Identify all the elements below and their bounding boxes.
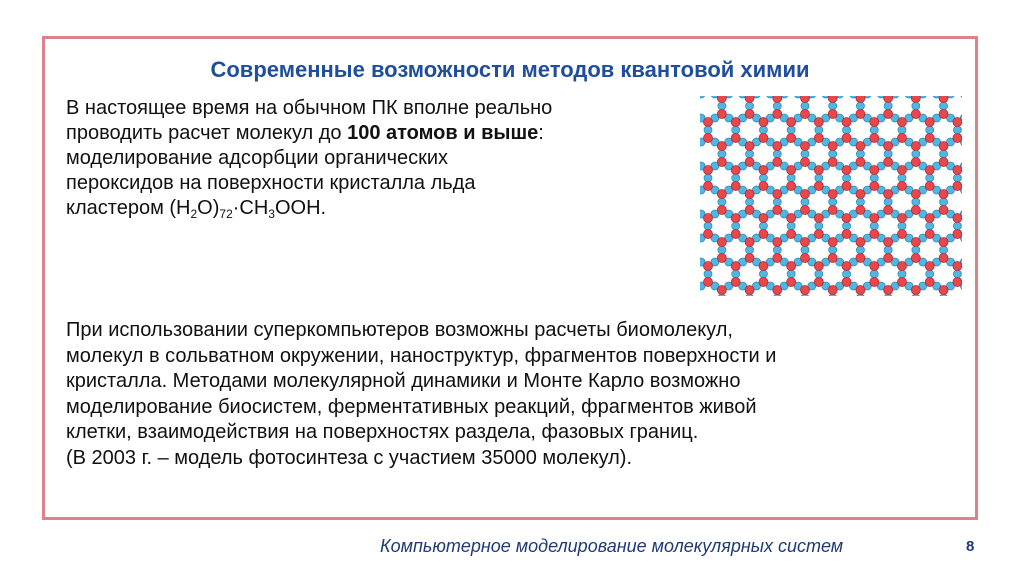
hydrogen-atom — [732, 174, 740, 182]
oxygen-atom — [828, 206, 837, 215]
hydrogen-atom — [759, 222, 767, 230]
hydrogen-atom — [787, 270, 795, 278]
hydrogen-atom — [773, 246, 781, 254]
hydrogen-atom — [704, 174, 712, 182]
oxygen-atom — [911, 158, 920, 167]
hydrogen-atom — [801, 198, 809, 206]
oxygen-atom — [884, 238, 893, 247]
oxygen-atom — [897, 230, 906, 239]
oxygen-atom — [773, 238, 782, 247]
hydrogen-atom — [746, 198, 754, 206]
oxygen-atom — [745, 254, 754, 263]
hydrogen-atom — [953, 174, 961, 182]
oxygen-atom — [704, 214, 713, 223]
oxygen-atom — [828, 286, 837, 295]
oxygen-atom — [773, 96, 782, 103]
oxygen-atom — [731, 214, 740, 223]
oxygen-atom — [856, 238, 865, 247]
para2-line: клетки, взаимодействия на поверхностях раздела, фазовых границ. — [66, 421, 699, 443]
oxygen-atom — [828, 254, 837, 263]
hydrogen-atom — [926, 270, 934, 278]
hydrogen-atom — [787, 126, 795, 134]
oxygen-atom — [745, 190, 754, 199]
hydrogen-atom — [829, 102, 837, 110]
oxygen-atom — [856, 206, 865, 215]
oxygen-atom — [717, 158, 726, 167]
oxygen-atom — [717, 110, 726, 119]
hydrogen-atom — [815, 126, 823, 134]
oxygen-atom — [773, 110, 782, 119]
oxygen-atom — [939, 286, 948, 295]
oxygen-atom — [800, 254, 809, 263]
hydrogen-atom — [843, 174, 851, 182]
hydrogen-atom — [787, 174, 795, 182]
ice-crystal-lattice-image — [700, 96, 962, 296]
oxygen-atom — [856, 286, 865, 295]
hydrogen-atom — [856, 246, 864, 254]
paragraph-pc-calculations — [66, 96, 706, 221]
oxygen-atom — [953, 214, 962, 223]
oxygen-atom — [953, 134, 962, 143]
oxygen-atom — [911, 206, 920, 215]
hydrogen-atom — [870, 270, 878, 278]
slide-title: Современные возможности методов квантовой химии — [210, 57, 810, 82]
oxygen-atom — [870, 278, 879, 287]
oxygen-atom — [759, 262, 768, 271]
hydrogen-atom — [940, 102, 948, 110]
oxygen-atom — [897, 262, 906, 271]
oxygen-atom — [731, 166, 740, 175]
oxygen-atom — [925, 230, 934, 239]
oxygen-atom — [814, 262, 823, 271]
oxygen-atom — [800, 206, 809, 215]
oxygen-atom — [897, 118, 906, 127]
oxygen-atom — [842, 214, 851, 223]
oxygen-atom — [814, 182, 823, 191]
hydrogen-atom — [732, 126, 740, 134]
hydrogen-atom — [960, 96, 962, 98]
oxygen-atom — [939, 142, 948, 151]
oxygen-atom — [925, 262, 934, 271]
oxygen-atom — [842, 182, 851, 191]
hydrogen-atom — [953, 270, 961, 278]
oxygen-atom — [787, 118, 796, 127]
oxygen-atom — [787, 278, 796, 287]
para2-line: (В 2003 г. – модель фотосинтеза с участием 35000 молекул). — [66, 446, 633, 469]
oxygen-atom — [814, 278, 823, 287]
hydrogen-atom — [926, 174, 934, 182]
hydrogen-atom — [884, 150, 892, 158]
oxygen-atom — [759, 278, 768, 287]
oxygen-atom — [939, 96, 948, 103]
oxygen-atom — [870, 166, 879, 175]
oxygen-atom — [787, 262, 796, 271]
oxygen-atom — [870, 214, 879, 223]
hydrogen-atom — [787, 222, 795, 230]
oxygen-atom — [745, 206, 754, 215]
oxygen-atom — [773, 190, 782, 199]
para1-line2: проводить расчет молекул до 100 атомов и выше: — [66, 122, 544, 144]
oxygen-atom — [704, 230, 713, 239]
oxygen-atom — [717, 190, 726, 199]
footer-course-title: Компьютерное моделирование молекулярных систем — [380, 536, 844, 556]
oxygen-atom — [884, 190, 893, 199]
oxygen-atom — [759, 214, 768, 223]
oxygen-atom — [939, 190, 948, 199]
hydrogen-atom — [746, 246, 754, 254]
oxygen-atom — [856, 190, 865, 199]
hydrogen-atom — [912, 198, 920, 206]
hydrogen-atom — [829, 246, 837, 254]
oxygen-atom — [717, 238, 726, 247]
oxygen-atom — [704, 166, 713, 175]
oxygen-atom — [856, 142, 865, 151]
oxygen-atom — [842, 230, 851, 239]
oxygen-atom — [897, 182, 906, 191]
oxygen-atom — [828, 238, 837, 247]
oxygen-atom — [925, 214, 934, 223]
oxygen-atom — [814, 118, 823, 127]
oxygen-atom — [925, 278, 934, 287]
paragraph-supercomputers — [66, 318, 970, 471]
hydrogen-atom — [926, 222, 934, 230]
oxygen-atom — [828, 158, 837, 167]
hydrogen-atom — [940, 198, 948, 206]
oxygen-atom — [800, 286, 809, 295]
oxygen-atom — [939, 206, 948, 215]
page-number: 8 — [966, 538, 975, 555]
oxygen-atom — [800, 142, 809, 151]
oxygen-atom — [787, 182, 796, 191]
hydrogen-atom — [704, 270, 712, 278]
oxygen-atom — [897, 214, 906, 223]
oxygen-atom — [897, 166, 906, 175]
oxygen-atom — [731, 134, 740, 143]
oxygen-atom — [773, 142, 782, 151]
oxygen-atom — [731, 118, 740, 127]
oxygen-atom — [745, 96, 754, 103]
hydrogen-atom — [829, 198, 837, 206]
oxygen-atom — [717, 142, 726, 151]
hydrogen-atom — [843, 126, 851, 134]
hydrogen-atom — [700, 96, 705, 98]
oxygen-atom — [787, 214, 796, 223]
oxygen-atom — [925, 118, 934, 127]
oxygen-atom — [884, 158, 893, 167]
oxygen-atom — [828, 96, 837, 103]
oxygen-atom — [870, 118, 879, 127]
hydrogen-atom — [704, 126, 712, 134]
hydrogen-atom — [926, 126, 934, 134]
oxygen-atom — [884, 142, 893, 151]
oxygen-atom — [731, 278, 740, 287]
hydrogen-atom — [898, 270, 906, 278]
para2-line: При использовании суперкомпьютеров возможны расчеты биомолекул, — [66, 319, 733, 341]
hydrogen-atom — [898, 222, 906, 230]
oxygen-atom — [842, 118, 851, 127]
hydrogen-atom — [898, 174, 906, 182]
oxygen-atom — [842, 278, 851, 287]
para1-line5-formula: кластером $(H_2O)_{72}\cdot CH_3OOH$. — [66, 197, 327, 221]
oxygen-atom — [953, 166, 962, 175]
oxygen-atom — [704, 134, 713, 143]
para1-line1: В настоящее время на обычном ПК вполне реально — [66, 97, 553, 119]
hydrogen-atom — [773, 102, 781, 110]
para2-line: кристалла. Методами молекулярной динамики и Монте Карло возможно — [66, 370, 741, 392]
hydrogen-atom — [732, 270, 740, 278]
hydrogen-atom — [829, 150, 837, 158]
oxygen-atom — [953, 182, 962, 191]
hydrogen-atom — [870, 222, 878, 230]
hydrogen-atom — [815, 222, 823, 230]
para2-line: моделирование биосистем, ферментативных реакций, фрагментов живой — [66, 395, 757, 418]
hydrogen-atom — [718, 198, 726, 206]
hydrogen-atom — [856, 102, 864, 110]
hydrogen-atom — [912, 102, 920, 110]
oxygen-atom — [828, 190, 837, 199]
oxygen-atom — [787, 166, 796, 175]
oxygen-atom — [870, 262, 879, 271]
oxygen-atom — [814, 166, 823, 175]
hydrogen-atom — [801, 150, 809, 158]
oxygen-atom — [731, 230, 740, 239]
para1-line3: моделирование адсорбции органических — [66, 147, 449, 169]
hydrogen-atom — [953, 126, 961, 134]
oxygen-atom — [814, 230, 823, 239]
oxygen-atom — [787, 230, 796, 239]
oxygen-atom — [814, 134, 823, 143]
oxygen-atom — [939, 238, 948, 247]
oxygen-atom — [745, 142, 754, 151]
hydrogen-atom — [801, 246, 809, 254]
oxygen-atom — [953, 118, 962, 127]
hydrogen-atom — [940, 246, 948, 254]
oxygen-atom — [704, 118, 713, 127]
hydrogen-atom — [718, 150, 726, 158]
oxygen-atom — [814, 214, 823, 223]
oxygen-atom — [800, 96, 809, 103]
hydrogen-atom — [843, 222, 851, 230]
oxygen-atom — [925, 134, 934, 143]
oxygen-atom — [884, 254, 893, 263]
oxygen-atom — [731, 182, 740, 191]
oxygen-atom — [911, 254, 920, 263]
oxygen-atom — [800, 190, 809, 199]
hydrogen-atom — [801, 102, 809, 110]
oxygen-atom — [800, 238, 809, 247]
oxygen-atom — [939, 254, 948, 263]
oxygen-atom — [759, 134, 768, 143]
oxygen-atom — [759, 166, 768, 175]
oxygen-atom — [717, 286, 726, 295]
oxygen-atom — [953, 278, 962, 287]
oxygen-atom — [953, 230, 962, 239]
oxygen-atom — [884, 96, 893, 103]
oxygen-atom — [856, 158, 865, 167]
hydrogen-atom — [898, 126, 906, 134]
hydrogen-atom — [732, 222, 740, 230]
hydrogen-atom — [843, 270, 851, 278]
oxygen-atom — [925, 182, 934, 191]
oxygen-atom — [911, 286, 920, 295]
oxygen-atom — [717, 206, 726, 215]
oxygen-atom — [939, 158, 948, 167]
oxygen-atom — [745, 286, 754, 295]
para1-line4: пероксидов на поверхности кристалла льда — [66, 172, 476, 194]
oxygen-atom — [911, 110, 920, 119]
oxygen-atom — [704, 182, 713, 191]
oxygen-atom — [884, 110, 893, 119]
oxygen-atom — [828, 110, 837, 119]
hydrogen-atom — [759, 174, 767, 182]
oxygen-atom — [911, 190, 920, 199]
hydrogen-atom — [815, 270, 823, 278]
bold-atom-count: 100 атомов и выше — [347, 122, 539, 144]
hydrogen-atom — [746, 150, 754, 158]
hydrogen-atom — [704, 222, 712, 230]
oxygen-atom — [842, 134, 851, 143]
oxygen-atom — [745, 238, 754, 247]
oxygen-atom — [870, 134, 879, 143]
hydrogen-atom — [884, 102, 892, 110]
hydrogen-atom — [718, 102, 726, 110]
hydrogen-atom — [815, 174, 823, 182]
hydrogen-atom — [953, 222, 961, 230]
oxygen-atom — [717, 254, 726, 263]
hydrogen-atom — [759, 270, 767, 278]
oxygen-atom — [939, 110, 948, 119]
hydrogen-atom — [870, 126, 878, 134]
oxygen-atom — [911, 96, 920, 103]
oxygen-atom — [842, 166, 851, 175]
oxygen-atom — [870, 182, 879, 191]
hydrogen-atom — [773, 150, 781, 158]
oxygen-atom — [731, 262, 740, 271]
oxygen-atom — [773, 254, 782, 263]
oxygen-atom — [884, 286, 893, 295]
hydrogen-atom — [773, 198, 781, 206]
oxygen-atom — [856, 254, 865, 263]
oxygen-atom — [745, 110, 754, 119]
oxygen-atom — [911, 238, 920, 247]
oxygen-atom — [787, 134, 796, 143]
para2-line: молекул в сольватном окружении, наноструктур, фрагментов поверхности и — [66, 344, 777, 367]
hydrogen-atom — [856, 150, 864, 158]
hydrogen-atom — [884, 198, 892, 206]
hydrogen-atom — [884, 246, 892, 254]
oxygen-atom — [759, 182, 768, 191]
oxygen-atom — [773, 206, 782, 215]
hydrogen-atom — [759, 126, 767, 134]
oxygen-atom — [759, 118, 768, 127]
oxygen-atom — [800, 158, 809, 167]
hydrogen-atom — [746, 102, 754, 110]
oxygen-atom — [856, 110, 865, 119]
oxygen-atom — [773, 158, 782, 167]
oxygen-atom — [704, 278, 713, 287]
oxygen-atom — [800, 110, 809, 119]
oxygen-atom — [870, 230, 879, 239]
oxygen-atom — [897, 134, 906, 143]
hydrogen-atom — [912, 246, 920, 254]
hydrogen-atom — [870, 174, 878, 182]
oxygen-atom — [842, 262, 851, 271]
oxygen-atom — [856, 96, 865, 103]
oxygen-atom — [925, 166, 934, 175]
hydrogen-atom — [718, 246, 726, 254]
oxygen-atom — [773, 286, 782, 295]
oxygen-atom — [759, 230, 768, 239]
oxygen-atom — [745, 158, 754, 167]
hydrogen-atom — [912, 150, 920, 158]
hydrogen-atom — [940, 150, 948, 158]
oxygen-atom — [717, 96, 726, 103]
oxygen-atom — [884, 206, 893, 215]
oxygen-atom — [828, 142, 837, 151]
hydrogen-atom — [856, 198, 864, 206]
oxygen-atom — [911, 142, 920, 151]
oxygen-atom — [897, 278, 906, 287]
oxygen-atom — [953, 262, 962, 271]
oxygen-atom — [704, 262, 713, 271]
